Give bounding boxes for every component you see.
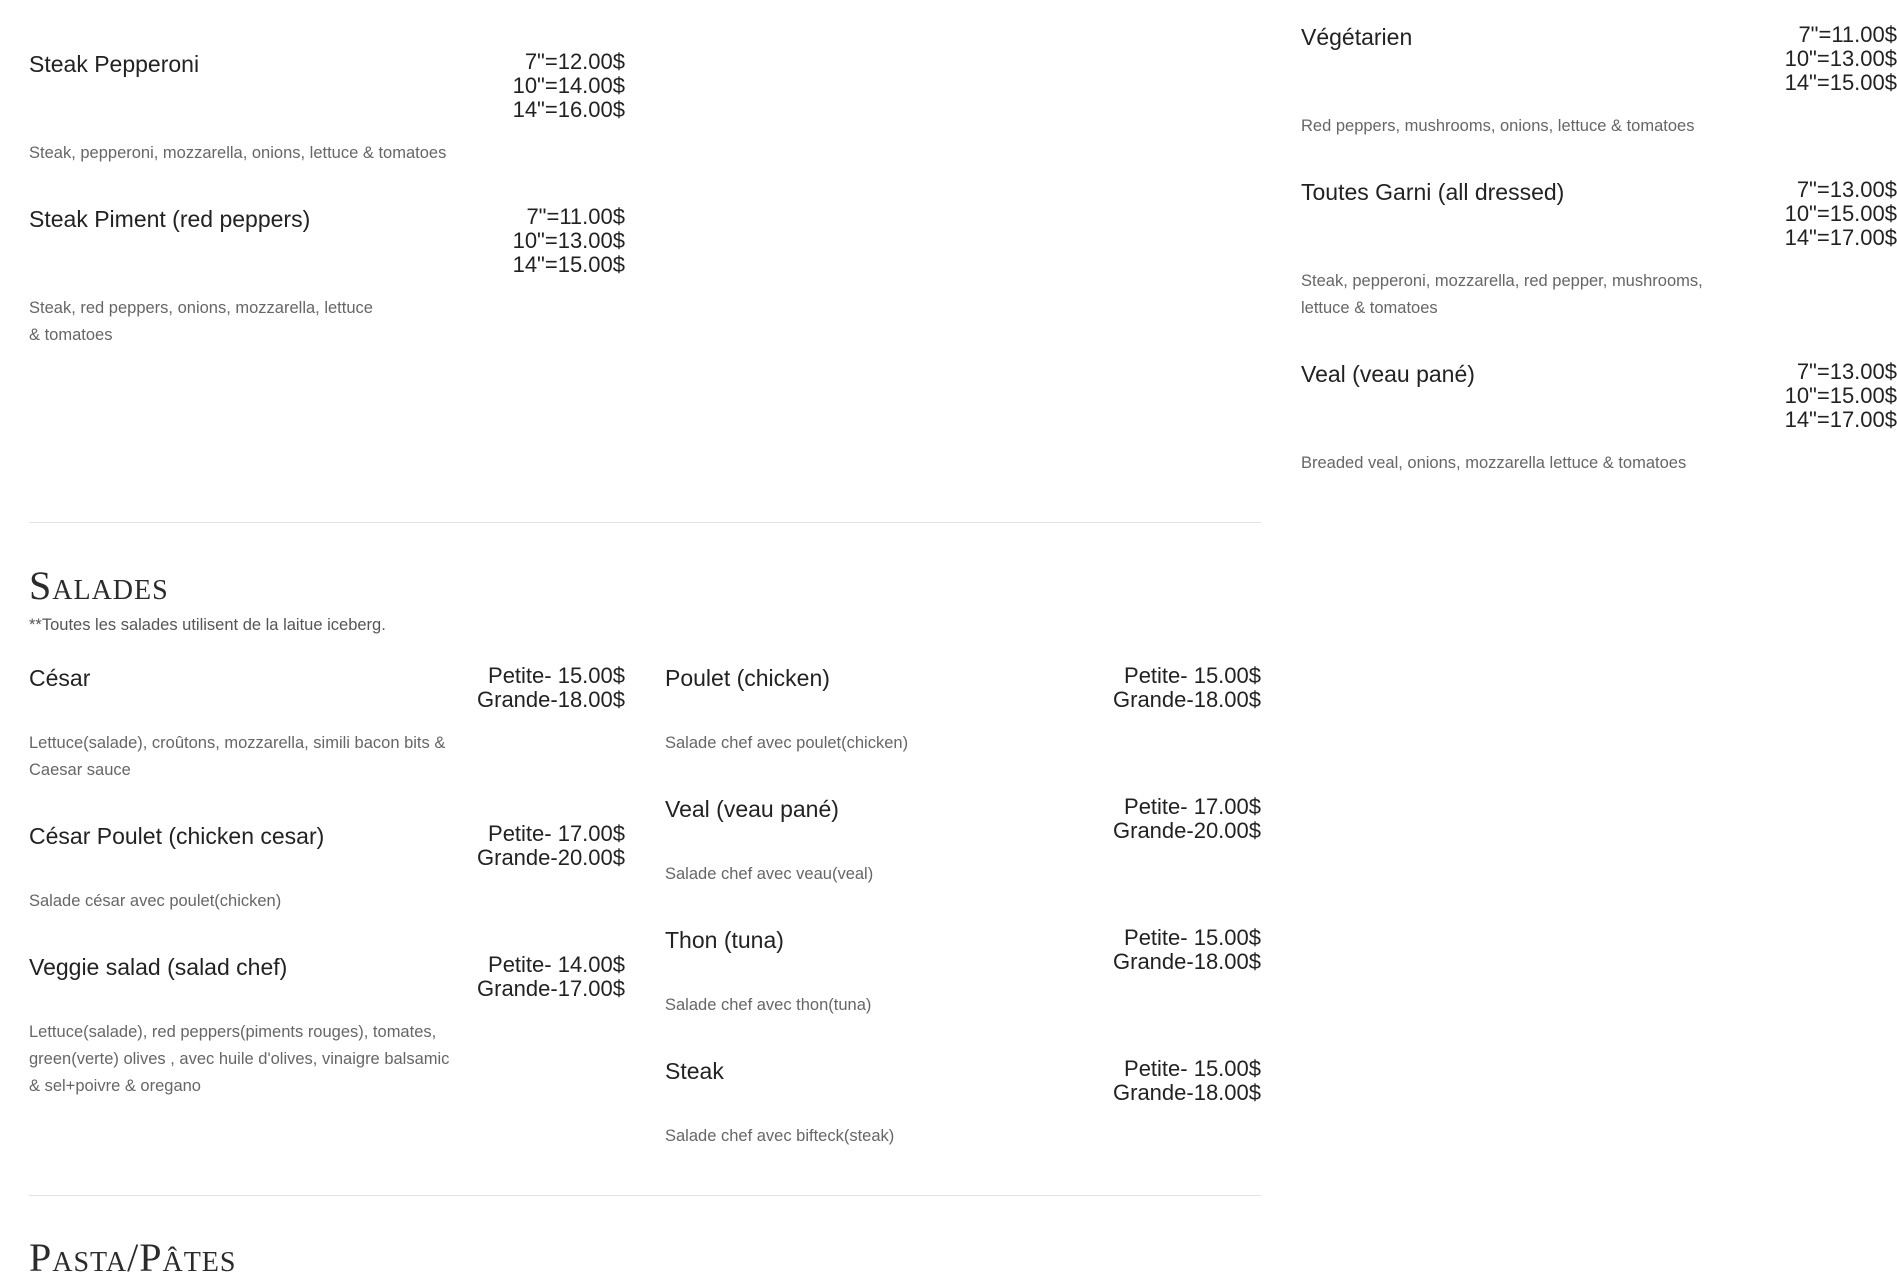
section-title-salades: Salades xyxy=(29,563,169,608)
item-price: Petite- 17.00$ Grande-20.00$ xyxy=(1113,794,1261,843)
item-name: Thon (tuna) xyxy=(665,927,784,953)
menu-item xyxy=(1301,178,1897,322)
item-name: César Poulet (chicken cesar) xyxy=(29,823,325,849)
menu-item xyxy=(665,1057,1261,1150)
item-name: Steak Pepperoni xyxy=(29,51,200,77)
item-description: Lettuce(salade), red peppers(piments rouges), tomates, green(verte) olives , avec huile d'olives, vinaigre balsamic & sel+poivre & oregano xyxy=(29,1023,450,1095)
item-name: César xyxy=(29,665,91,691)
item-price: 7"=13.00$ 10"=15.00$ 14"=17.00$ xyxy=(1784,177,1897,250)
section-divider xyxy=(29,1195,1261,1196)
item-description: Red peppers, mushrooms, onions, lettuce & tomatoes xyxy=(1301,117,1695,135)
item-price: Petite- 15.00$ Grande-18.00$ xyxy=(477,663,625,712)
item-price: Petite- 15.00$ Grande-18.00$ xyxy=(1113,925,1261,974)
item-description: Salade chef avec thon(tuna) xyxy=(665,996,872,1014)
item-price: Petite- 14.00$ Grande-17.00$ xyxy=(477,952,625,1001)
menu-item xyxy=(665,664,1261,757)
section-title-pasta: Pasta/Pâtes xyxy=(29,1235,237,1280)
menu-item xyxy=(1301,360,1897,477)
menu-item xyxy=(29,664,625,784)
item-name: Steak Piment (red peppers) xyxy=(29,206,311,232)
item-price: 7"=13.00$ 10"=15.00$ 14"=17.00$ xyxy=(1784,359,1897,432)
item-name: Poulet (chicken) xyxy=(665,665,830,691)
menu-item xyxy=(29,953,625,1100)
item-name: Végétarien xyxy=(1301,24,1413,50)
item-description: Salade chef avec bifteck(steak) xyxy=(665,1127,895,1145)
item-description: Salade chef avec veau(veal) xyxy=(665,865,874,883)
item-name: Steak xyxy=(665,1058,724,1084)
item-name: Veggie salad (salad chef) xyxy=(29,954,288,980)
menu-item xyxy=(665,795,1261,888)
item-name: Veal (veau pané) xyxy=(1301,361,1475,387)
item-price: 7"=12.00$ 10"=14.00$ 14"=16.00$ xyxy=(512,49,625,122)
item-description: Salade chef avec poulet(chicken) xyxy=(665,734,909,752)
item-description: Breaded veal, onions, mozzarella lettuce & tomatoes xyxy=(1301,454,1687,472)
menu-item xyxy=(665,926,1261,1019)
menu-item xyxy=(29,205,625,349)
item-name: Veal (veau pané) xyxy=(665,796,839,822)
item-price: Petite- 17.00$ Grande-20.00$ xyxy=(477,821,625,870)
item-price: 7"=11.00$ 10"=13.00$ 14"=15.00$ xyxy=(1784,22,1897,95)
menu-item xyxy=(1301,23,1897,140)
menu-item xyxy=(29,822,625,915)
salades-note: **Toutes les salades utilisent de la laitue iceberg. xyxy=(29,616,386,634)
item-description: Steak, pepperoni, mozzarella, red pepper, mushrooms, lettuce & tomatoes xyxy=(1301,272,1703,317)
item-description: Salade césar avec poulet(chicken) xyxy=(29,892,282,910)
item-description: Steak, pepperoni, mozzarella, onions, lettuce & tomatoes xyxy=(29,144,447,162)
item-price: 7"=11.00$ 10"=13.00$ 14"=15.00$ xyxy=(512,204,625,277)
item-price: Petite- 15.00$ Grande-18.00$ xyxy=(1113,663,1261,712)
item-description: Steak, red peppers, onions, mozzarella, lettuce & tomatoes xyxy=(29,299,373,344)
section-divider xyxy=(29,522,1261,523)
item-name: Toutes Garni (all dressed) xyxy=(1301,179,1565,205)
menu-item xyxy=(29,50,625,167)
item-price: Petite- 15.00$ Grande-18.00$ xyxy=(1113,1056,1261,1105)
item-description: Lettuce(salade), croûtons, mozzarella, simili bacon bits & Caesar sauce xyxy=(29,734,446,779)
